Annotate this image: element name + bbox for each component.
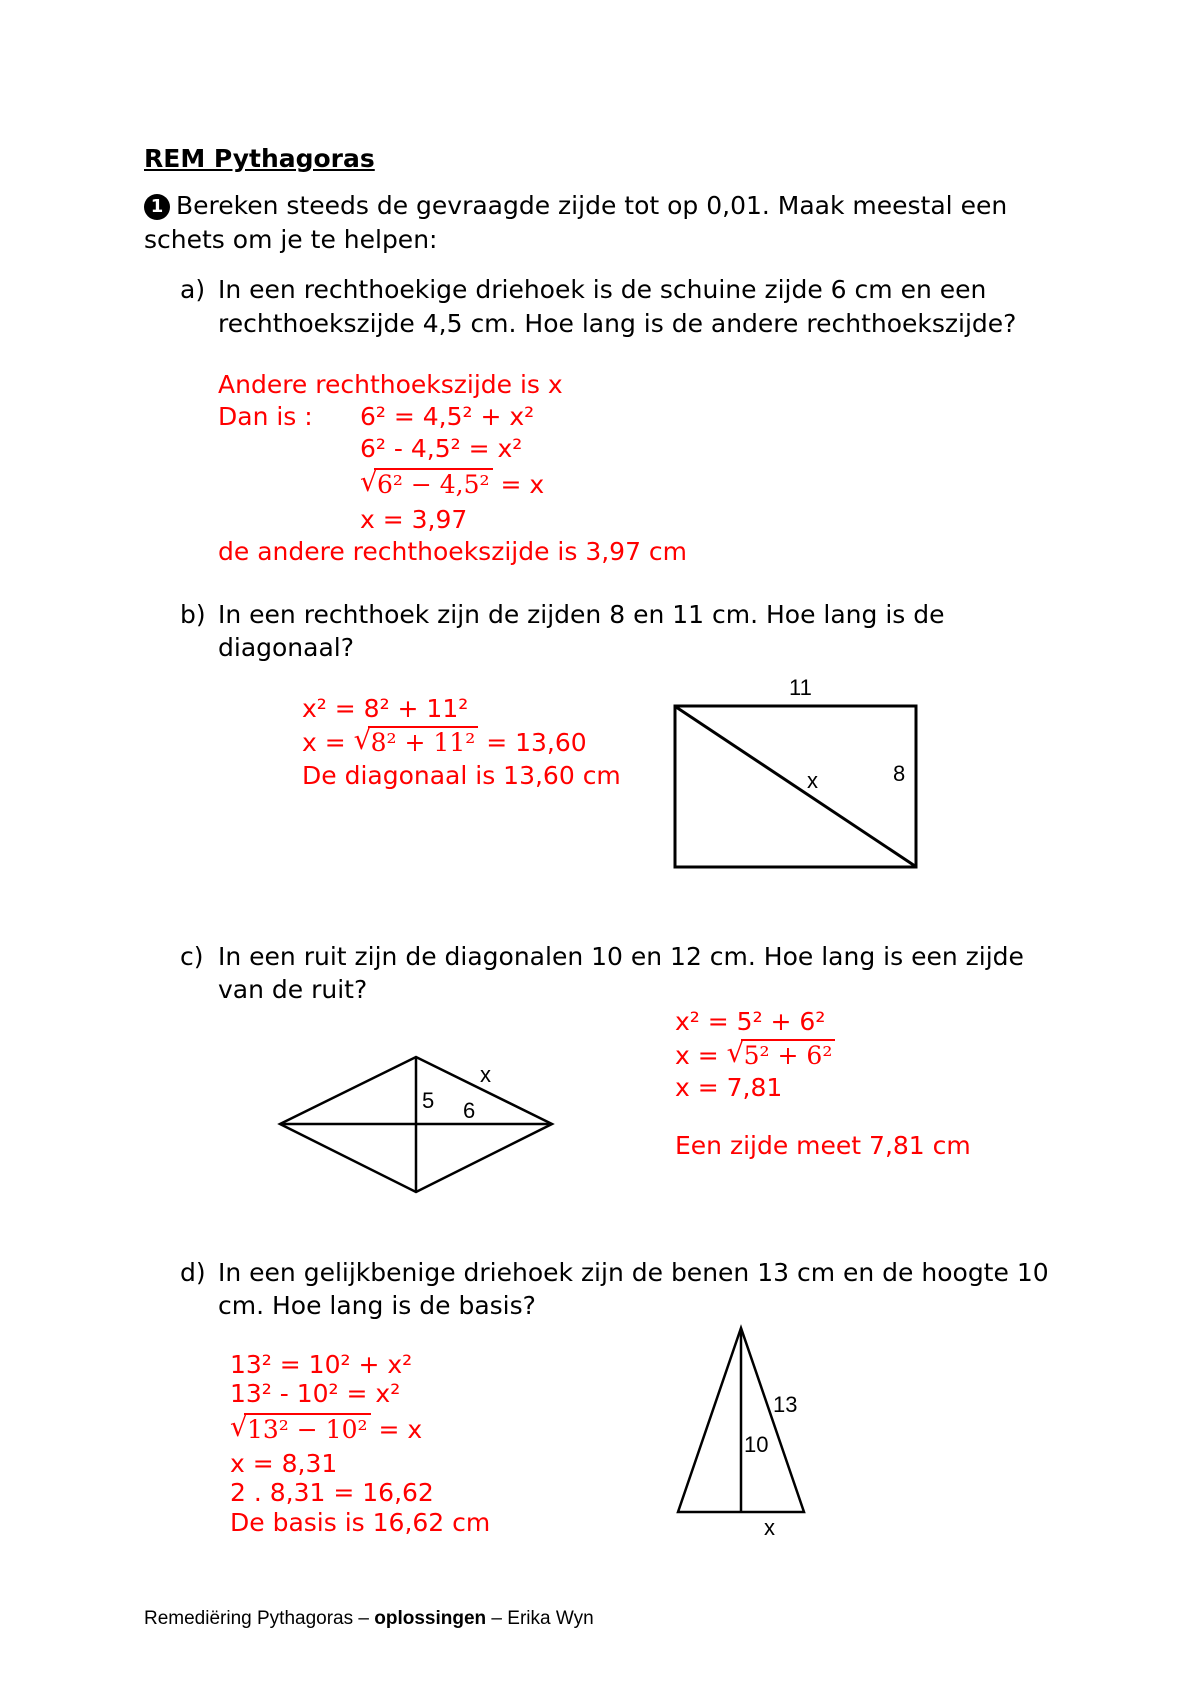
solution-b-line-2-pre: x = bbox=[302, 728, 354, 757]
solution-b-answer: De diagonaal is 13,60 cm bbox=[302, 761, 621, 790]
question-c-line-2: van de ruit? bbox=[218, 975, 368, 1004]
solution-a-eq-2: 6² - 4,5² = x² bbox=[360, 434, 523, 463]
solution-c-line-1: x² = 5² + 6² bbox=[675, 1007, 826, 1036]
solution-c-answer: Een zijde meet 7,81 cm bbox=[675, 1131, 971, 1160]
rhombus-figure bbox=[280, 1057, 552, 1192]
question-d-line-2: cm. Hoe lang is de basis? bbox=[218, 1291, 536, 1320]
rhombus-label-5: 5 bbox=[422, 1088, 435, 1113]
solution-b-root: 8² + 11² bbox=[368, 726, 479, 757]
triangle-label-x: x bbox=[764, 1515, 775, 1540]
solution-c-line-3: x = 7,81 bbox=[675, 1073, 783, 1102]
solution-d-root: 13² − 10² bbox=[244, 1413, 371, 1444]
intro-line-1: Bereken steeds de gevraagde zijde tot op 0,01. Maak meestal een bbox=[176, 191, 1008, 220]
solution-a-eq-3-rest: = x bbox=[492, 470, 545, 499]
solution-d-line-2: 13² - 10² = x² bbox=[230, 1379, 401, 1408]
rectangle-label-diag: x bbox=[807, 768, 818, 793]
solution-d-answer: De basis is 16,62 cm bbox=[230, 1508, 491, 1537]
rectangle-label-top: 11 bbox=[789, 675, 812, 700]
solution-a-label: Dan is : bbox=[218, 402, 313, 431]
question-c-letter: c) bbox=[180, 942, 204, 971]
rectangle-diagonal bbox=[676, 707, 915, 866]
footer-prefix: Remediëring Pythagoras – bbox=[144, 1608, 375, 1629]
question-b-line-2: diagonaal? bbox=[218, 633, 354, 662]
rhombus-label-x: x bbox=[480, 1062, 491, 1087]
solution-c-line-2: x = √ 5² + 6² bbox=[675, 1041, 835, 1071]
triangle-label-13: 13 bbox=[773, 1392, 798, 1417]
solution-a-answer: de andere rechthoekszijde is 3,97 cm bbox=[218, 537, 688, 566]
solution-d-line-4: x = 8,31 bbox=[230, 1449, 338, 1478]
solution-c-root: 5² + 6² bbox=[741, 1039, 836, 1070]
question-b-line-1: In een rechthoek zijn de zijden 8 en 11 cm. Hoe lang is de bbox=[218, 600, 945, 629]
page-title: REM Pythagoras bbox=[144, 144, 375, 173]
solution-d-line-3: √ 13² − 10² = x bbox=[230, 1410, 423, 1444]
question-d-line-1: In een gelijkbenige driehoek zijn de benen 13 cm en de hoogte 10 bbox=[218, 1258, 1049, 1287]
triangle-label-10: 10 bbox=[744, 1432, 769, 1457]
exercise-number-badge: 1 bbox=[144, 194, 170, 220]
question-a-line-1: In een rechthoekige driehoek is de schuine zijde 6 cm en een bbox=[218, 275, 987, 304]
solution-a-eq-1: 6² = 4,5² + x² bbox=[360, 402, 535, 431]
footer-suffix: – Erika Wyn bbox=[486, 1608, 594, 1629]
question-d-letter: d) bbox=[180, 1258, 206, 1287]
question-b-letter: b) bbox=[180, 600, 206, 629]
question-a-line-2: rechthoekszijde 4,5 cm. Hoe lang is de andere rechthoekszijde? bbox=[218, 309, 1017, 338]
solution-a-root: 6² − 4,5² bbox=[374, 468, 493, 499]
solution-a-eq-4: x = 3,97 bbox=[360, 505, 468, 534]
solution-c-line-2-pre: x = bbox=[675, 1041, 727, 1070]
solution-b-line-2: x = √ 8² + 11² = 13,60 bbox=[302, 723, 587, 757]
triangle-figure bbox=[678, 1328, 804, 1540]
rectangle-label-right: 8 bbox=[893, 761, 906, 786]
question-a-letter: a) bbox=[180, 275, 206, 304]
solution-a-line-1: Andere rechthoekszijde is x bbox=[218, 370, 563, 399]
rhombus-label-6: 6 bbox=[463, 1098, 476, 1123]
solution-b-line-1: x² = 8² + 11² bbox=[302, 694, 469, 723]
solution-d-line-1: 13² = 10² + x² bbox=[230, 1350, 413, 1379]
rectangle-figure bbox=[675, 675, 916, 867]
footer-bold: oplossingen bbox=[374, 1608, 487, 1629]
solution-d-line-5: 2 . 8,31 = 16,62 bbox=[230, 1478, 434, 1507]
intro-line-2: schets om je te helpen: bbox=[144, 225, 438, 254]
solution-d-line-3-rest: = x bbox=[370, 1415, 423, 1444]
question-c-line-1: In een ruit zijn de diagonalen 10 en 12 cm. Hoe lang is een zijde bbox=[218, 942, 1024, 971]
solution-b-line-2-post: = 13,60 bbox=[478, 728, 587, 757]
solution-a-eq-3: √ 6² − 4,5² = x bbox=[360, 465, 545, 499]
page-footer bbox=[144, 1608, 594, 1630]
